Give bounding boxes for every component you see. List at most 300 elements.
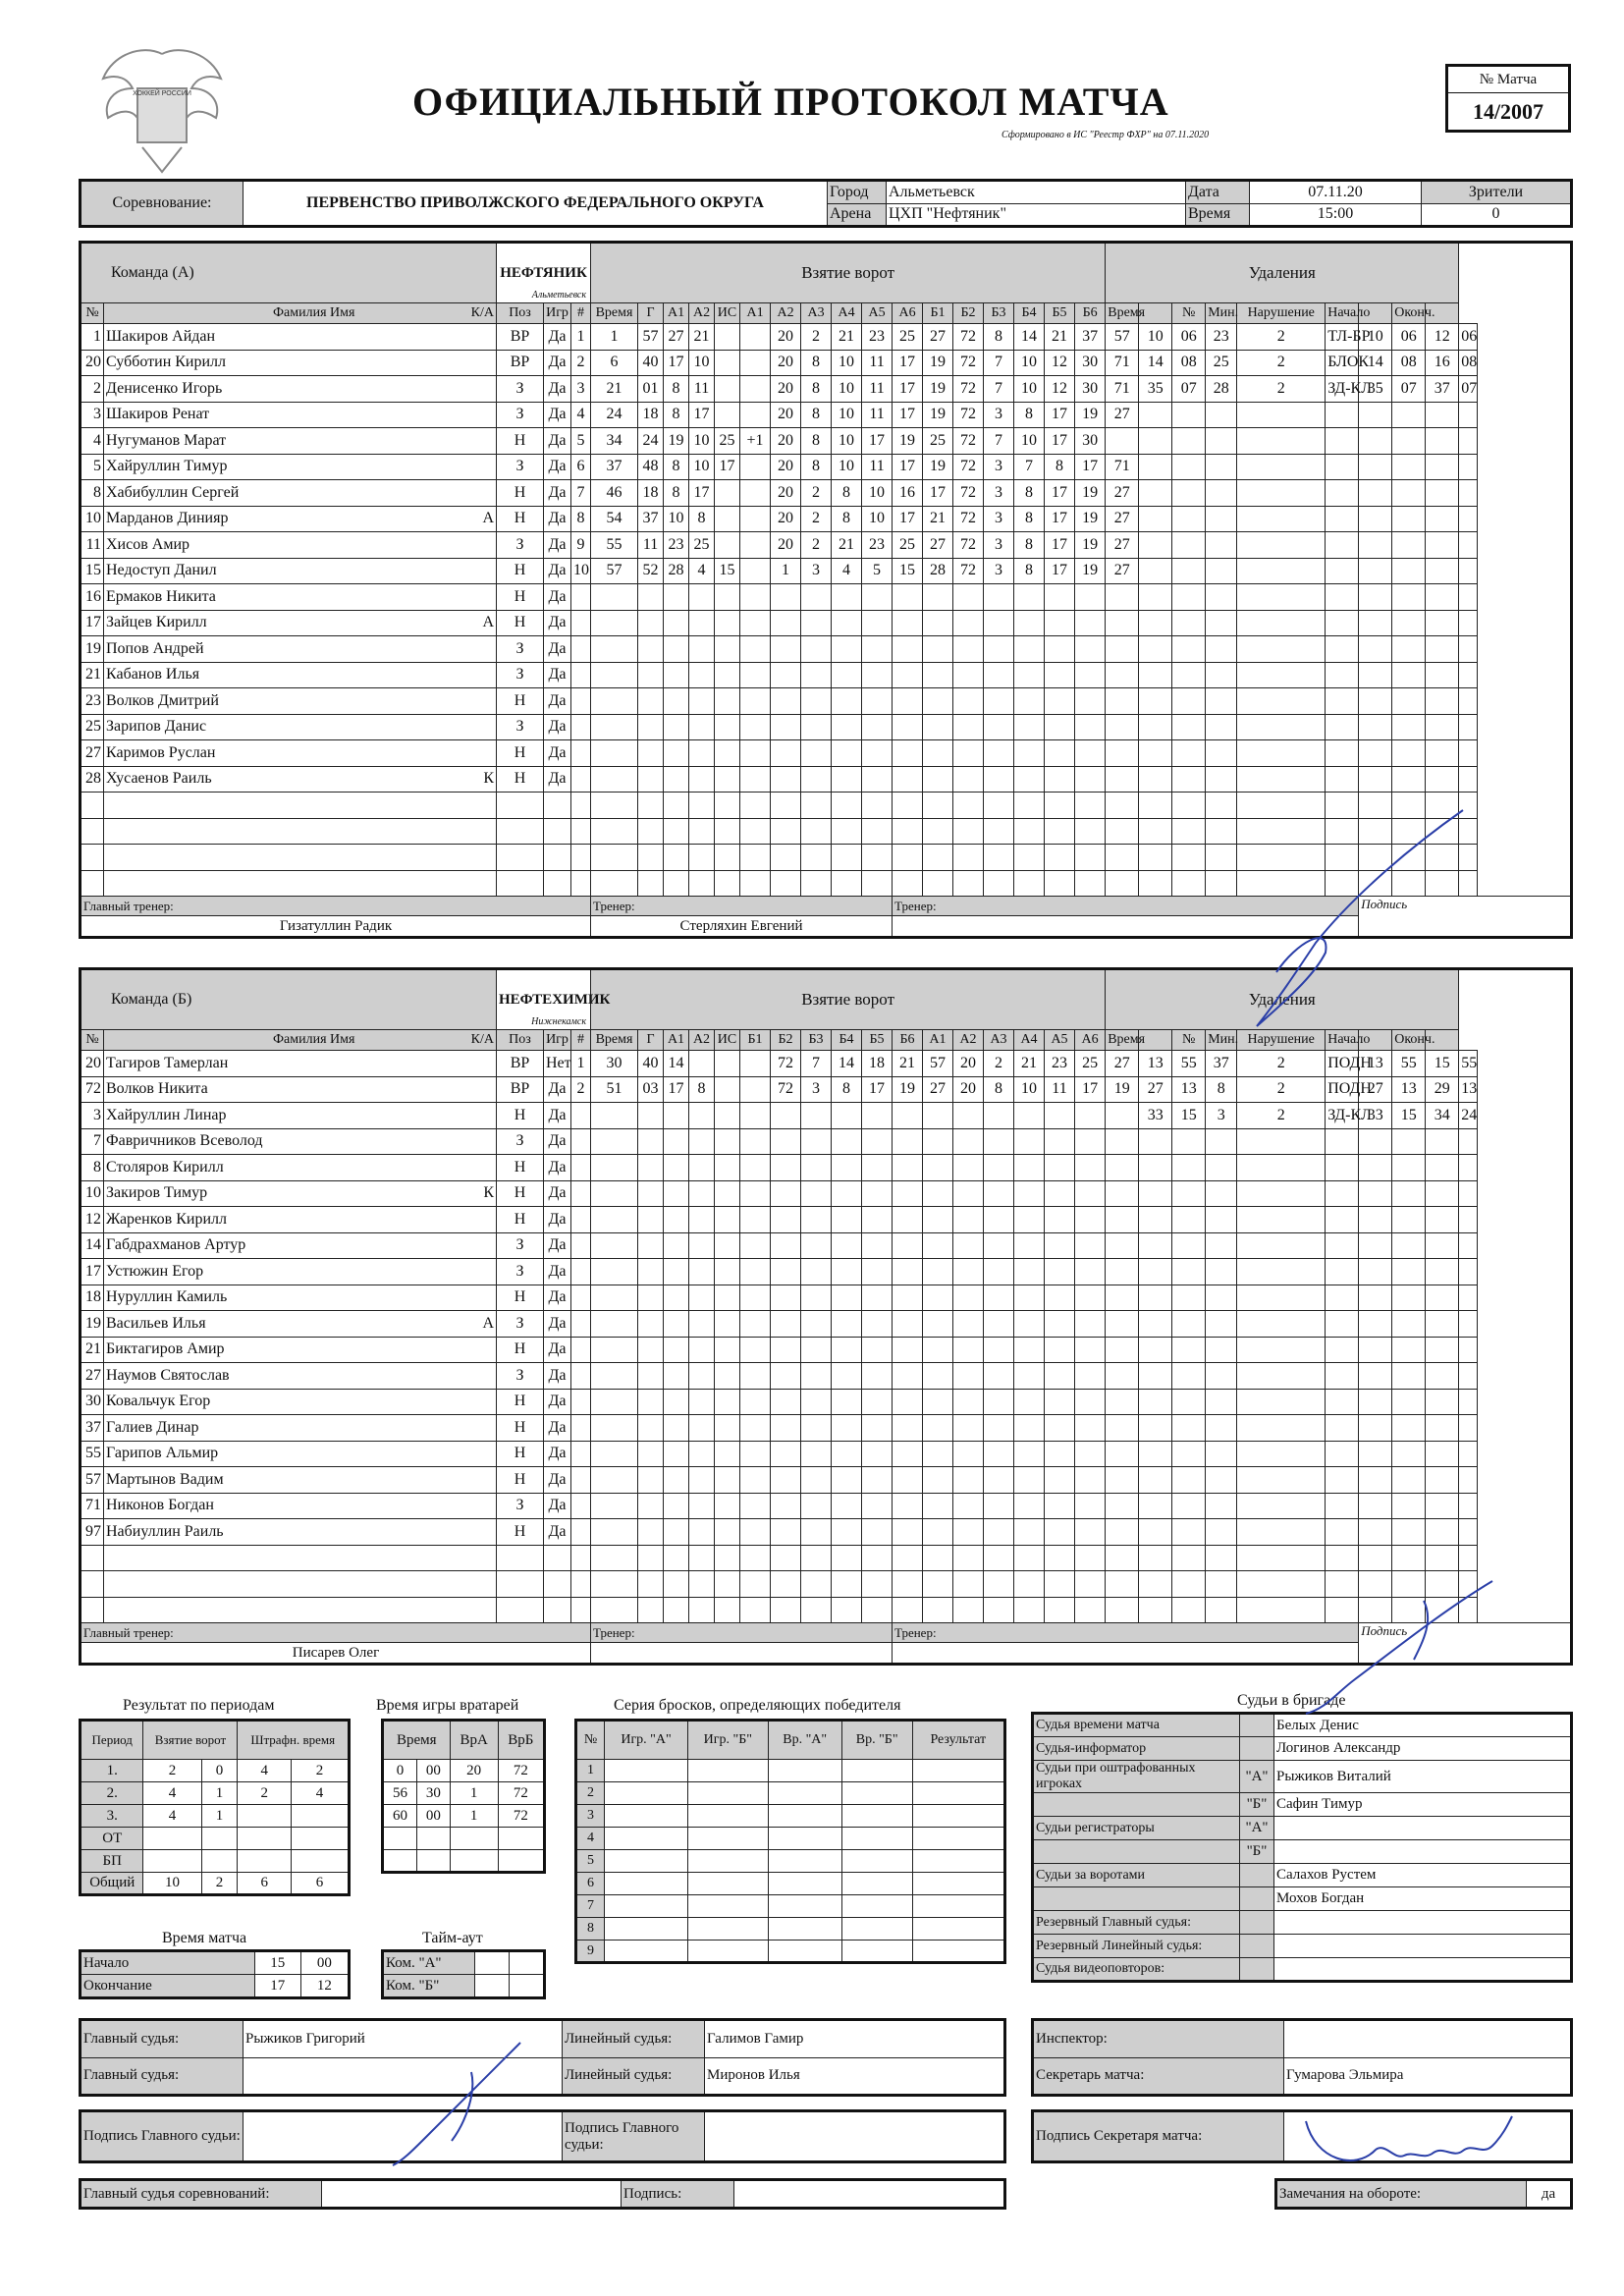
inspector-value — [1284, 2020, 1572, 2058]
goal-cell: 14 — [832, 1051, 862, 1077]
notes-value: да — [1527, 2180, 1572, 2209]
ref-name: Сафин Тимур — [1274, 1793, 1572, 1817]
goal-cell: 71 — [1106, 350, 1139, 376]
gk-cell: 00 — [417, 1760, 450, 1782]
penalty-cell: 35 — [1359, 376, 1392, 403]
shootout-num: 8 — [576, 1918, 605, 1941]
player-played: Да — [544, 1128, 571, 1155]
col-ka: К/А — [470, 1032, 494, 1047]
player-played: Да — [544, 1363, 571, 1390]
ref-role: Резервный Главный судья: — [1033, 1911, 1240, 1935]
goal-cell: 10 — [832, 454, 862, 480]
goal-cell — [715, 506, 740, 532]
line-ref-label-2: Линейный судья: — [563, 2057, 705, 2096]
goal-cell: 24 — [638, 428, 664, 455]
goal-cell — [740, 350, 771, 376]
periods-table — [79, 1719, 351, 1896]
period-cell: 2 — [201, 1873, 238, 1895]
player-number: 1 — [81, 324, 104, 351]
player-name-cell — [104, 1519, 497, 1546]
goal-cell: 18 — [862, 1051, 893, 1077]
penalty-cell: 07 — [1172, 376, 1206, 403]
period-cell — [143, 1828, 201, 1850]
col-g: Г — [638, 303, 664, 324]
shootout-table — [574, 1719, 1006, 1964]
player-name: Ермаков Никита — [106, 587, 216, 605]
goal-cell — [715, 324, 740, 351]
team-city: Нижнекамск — [531, 1016, 586, 1027]
penalty-cell: 2 — [1237, 1103, 1326, 1129]
goal-cell: 1 — [571, 1051, 591, 1077]
period-cell: 6 — [292, 1873, 350, 1895]
goal-cell: 8 — [984, 324, 1014, 351]
double-eagle-icon — [83, 34, 241, 182]
goal-cell: 55 — [591, 532, 638, 559]
ref-role: Судьи при оштрафованных игроках — [1033, 1761, 1240, 1793]
player-name-cell — [104, 1493, 497, 1519]
penalty-cell: 13 — [1392, 1076, 1426, 1103]
goal-cell: 17 — [689, 402, 715, 428]
period-cell: 6 — [238, 1873, 292, 1895]
col-onice: Б5 — [862, 1030, 893, 1051]
goal-cell: 28 — [923, 558, 953, 584]
player-name-cell — [104, 1232, 497, 1259]
player-played: Да — [544, 350, 571, 376]
goal-cell: 17 — [1045, 558, 1075, 584]
player-played: Да — [544, 324, 571, 351]
goal-cell: 10 — [862, 506, 893, 532]
goal-cell: 14 — [664, 1051, 689, 1077]
penalty-cell: 27 — [1359, 1076, 1392, 1103]
penalty-cell: 2 — [1237, 1076, 1326, 1103]
gk-cell — [417, 1828, 450, 1850]
goal-cell: 15 — [893, 558, 923, 584]
player-played: Да — [544, 688, 571, 715]
player-name: Хусаенов Раиль — [106, 770, 212, 788]
goal-cell: 27 — [1106, 532, 1139, 559]
player-name-cell — [104, 1441, 497, 1467]
goal-cell — [715, 1051, 740, 1077]
goal-cell: 10 — [689, 350, 715, 376]
coach-label-2: Тренер: — [893, 897, 1359, 916]
goal-cell — [740, 1051, 771, 1077]
goal-cell — [689, 1051, 715, 1077]
referees-table — [1031, 1712, 1573, 1983]
goal-cell: 17 — [893, 376, 923, 403]
player-name: Хабибуллин Сергей — [106, 483, 240, 501]
goal-cell: 20 — [771, 376, 801, 403]
competition-label: Соревнование: — [81, 181, 244, 227]
player-name-cell — [104, 402, 497, 428]
goal-cell: 1 — [571, 324, 591, 351]
col-onice: Б1 — [740, 1030, 771, 1051]
coach-1: Стерляхин Евгений — [591, 916, 893, 938]
player-number: 17 — [81, 610, 104, 636]
period-cell: ОТ — [81, 1828, 143, 1850]
player-name: Зайцев Кирилл — [106, 614, 207, 631]
shootout-num: 3 — [576, 1805, 605, 1828]
goal-cell: 57 — [1106, 324, 1139, 351]
player-position: Н — [497, 1285, 544, 1311]
col-name: Фамилия Имя — [273, 305, 355, 320]
goal-cell — [740, 558, 771, 584]
penalty-cell: 06 — [1459, 324, 1478, 351]
player-number: 15 — [81, 558, 104, 584]
goal-cell: 7 — [984, 350, 1014, 376]
penalty-cell: 3 — [1206, 1103, 1237, 1129]
goal-cell: 17 — [1045, 402, 1075, 428]
goal-cell: 1 — [771, 558, 801, 584]
goal-cell: 37 — [591, 454, 638, 480]
player-number: 21 — [81, 662, 104, 688]
gk-cell: 00 — [417, 1805, 450, 1828]
ref-team: "А" — [1240, 1817, 1274, 1840]
player-number: 16 — [81, 584, 104, 611]
goal-cell: 3 — [984, 402, 1014, 428]
shootout-num: 4 — [576, 1828, 605, 1850]
timeout-table — [381, 1949, 546, 1999]
goal-cell: 30 — [591, 1051, 638, 1077]
timeout-b-label: Ком. "Б" — [383, 1975, 475, 1998]
player-name: Денисенко Игорь — [106, 379, 223, 397]
col-a1: А1 — [664, 303, 689, 324]
period-cell: 10 — [143, 1873, 201, 1895]
gk-cell — [417, 1850, 450, 1873]
penalty-cell: 08 — [1459, 350, 1478, 376]
ref-role — [1033, 1840, 1240, 1864]
gk-cell: 1 — [450, 1782, 498, 1805]
player-position: З — [497, 1493, 544, 1519]
goal-cell: 17 — [689, 480, 715, 507]
col-violation: Нарушение — [1237, 1030, 1326, 1051]
penalty-cell: 10 — [1139, 324, 1172, 351]
gk-a-col: ВрА — [450, 1721, 498, 1760]
goal-cell: 19 — [1075, 558, 1106, 584]
period-cell: 1 — [201, 1782, 238, 1805]
gk-cell: 60 — [383, 1805, 417, 1828]
match-start-hour: 15 — [254, 1951, 300, 1975]
player-played: Нет — [544, 1051, 571, 1077]
penalty-cell: 10 — [1359, 324, 1392, 351]
player-played: Да — [544, 1180, 571, 1207]
goal-cell: 18 — [638, 480, 664, 507]
player-played: Да — [544, 1232, 571, 1259]
player-position: Н — [497, 1103, 544, 1129]
col-num: № — [81, 303, 104, 324]
col-onice: Б1 — [923, 303, 953, 324]
signature-main — [79, 2109, 1006, 2163]
goal-cell: 72 — [953, 532, 984, 559]
goal-cell: 8 — [832, 506, 862, 532]
goal-cell: 5 — [862, 558, 893, 584]
secretary-label: Секретарь матча: — [1033, 2057, 1284, 2096]
penalty-cell: 13 — [1172, 1076, 1206, 1103]
penalty-cell: 13 — [1459, 1076, 1478, 1103]
match-end-hour: 17 — [254, 1975, 300, 1998]
referees-title: Судьи в бригаде — [1237, 1692, 1346, 1709]
col-onice: Б2 — [771, 1030, 801, 1051]
goal-cell: 25 — [923, 428, 953, 455]
col-onice: А4 — [1014, 1030, 1045, 1051]
goal-cell: 17 — [893, 506, 923, 532]
player-number: 11 — [81, 532, 104, 559]
period-cell — [292, 1850, 350, 1873]
match-end-label: Окончание — [81, 1975, 255, 1998]
period-col: Период — [81, 1721, 143, 1760]
gk-cell: 72 — [498, 1782, 544, 1805]
player-name: Субботин Кирилл — [106, 354, 227, 371]
goal-cell: 8 — [801, 350, 832, 376]
player-played: Да — [544, 1155, 571, 1181]
goal-cell: 3 — [984, 480, 1014, 507]
shootout-title: Серия бросков, определяющих победителя — [614, 1697, 901, 1714]
col-goal-time: Время — [591, 1030, 638, 1051]
period-cell: 3. — [81, 1805, 143, 1828]
player-position: Н — [497, 1467, 544, 1494]
goal-cell: 8 — [1014, 480, 1045, 507]
main-referees — [79, 2018, 1006, 2097]
col-goal-num: # — [571, 1030, 591, 1051]
player-name: Шакиров Айдан — [106, 327, 216, 345]
spectators-value: 0 — [1422, 203, 1572, 227]
goal-cell: 25 — [893, 324, 923, 351]
goal-cell: 30 — [1075, 350, 1106, 376]
goal-cell: 57 — [923, 1051, 953, 1077]
time-label: Время — [1186, 203, 1250, 227]
player-position: ВР — [497, 1076, 544, 1103]
goal-cell: 21 — [923, 506, 953, 532]
goal-cell: 19 — [1075, 532, 1106, 559]
player-position: З — [497, 1363, 544, 1390]
player-name: Зарипов Данис — [106, 718, 207, 736]
ref-role: Судьи регистраторы — [1033, 1817, 1240, 1840]
goal-cell: 72 — [953, 350, 984, 376]
col-onice: Б2 — [953, 303, 984, 324]
penalty-cell: 13 — [1359, 1051, 1392, 1077]
col-onice: А6 — [1075, 1030, 1106, 1051]
player-number: 72 — [81, 1076, 104, 1103]
player-number: 14 — [81, 1232, 104, 1259]
player-name-cell — [104, 636, 497, 663]
player-name-cell — [104, 1207, 497, 1233]
player-number: 7 — [81, 1128, 104, 1155]
goal-cell: 19 — [893, 428, 923, 455]
ref-role: Судья-информатор — [1033, 1737, 1240, 1761]
goal-cell: 10 — [689, 428, 715, 455]
ref-name: Белых Денис — [1274, 1714, 1572, 1737]
period-cell — [292, 1828, 350, 1850]
shootout-num: 1 — [576, 1760, 605, 1782]
coach-label-1: Тренер: — [591, 897, 893, 916]
goal-cell: 8 — [1045, 454, 1075, 480]
goal-cell: 2 — [984, 1051, 1014, 1077]
player-role: К — [483, 1184, 494, 1202]
goalie-time-title: Время игры вратарей — [376, 1697, 519, 1714]
goal-cell: 27 — [1106, 402, 1139, 428]
penalty-cell: 07 — [1392, 376, 1426, 403]
goal-cell: 2 — [571, 1076, 591, 1103]
goal-cell: 30 — [1075, 376, 1106, 403]
goal-cell: 72 — [953, 428, 984, 455]
goal-cell: 7 — [801, 1051, 832, 1077]
col-pen-start: Начало — [1326, 303, 1359, 324]
city-value: Альметьевск — [887, 181, 1186, 204]
penalty-cell: 16 — [1426, 350, 1459, 376]
player-name-cell — [104, 766, 497, 793]
goal-cell: 2 — [571, 350, 591, 376]
goal-cell: 7 — [984, 428, 1014, 455]
goal-cell: 19 — [893, 1076, 923, 1103]
gk-cell: 0 — [383, 1760, 417, 1782]
col-pen-end: Оконч. — [1392, 1030, 1426, 1051]
player-number: 27 — [81, 1363, 104, 1390]
goal-cell: 10 — [1014, 428, 1045, 455]
player-position: З — [497, 1232, 544, 1259]
goal-cell: 40 — [638, 350, 664, 376]
player-played: Да — [544, 1467, 571, 1494]
goal-cell: 10 — [832, 402, 862, 428]
player-name: Хайруллин Тимур — [106, 458, 228, 475]
player-role: А — [482, 614, 495, 631]
goal-cell: 8 — [689, 1076, 715, 1103]
col-onice: Б4 — [1014, 303, 1045, 324]
goal-cell: 4 — [571, 402, 591, 428]
goal-cell: 20 — [953, 1051, 984, 1077]
line-ref-2: Миронов Илья — [705, 2057, 1005, 2096]
goal-cell — [740, 324, 771, 351]
goal-cell: 27 — [923, 1076, 953, 1103]
goal-cell: 10 — [832, 350, 862, 376]
penalty-cell: 14 — [1139, 350, 1172, 376]
goal-cell — [740, 506, 771, 532]
goal-cell: 2 — [801, 506, 832, 532]
shootout-num: 5 — [576, 1850, 605, 1873]
ref-name — [1274, 1911, 1572, 1935]
goal-cell: 21 — [689, 324, 715, 351]
goal-cell: 3 — [984, 532, 1014, 559]
player-number: 2 — [81, 376, 104, 403]
goal-cell: 20 — [771, 350, 801, 376]
head-coach-label: Главный тренер: — [81, 897, 591, 916]
ref-name: Мохов Богдан — [1274, 1887, 1572, 1911]
goal-cell: 11 — [862, 454, 893, 480]
team-label: Команда (А) — [81, 243, 497, 303]
signature-4 — [1296, 2102, 1542, 2190]
goal-cell — [715, 350, 740, 376]
goal-cell: 57 — [591, 558, 638, 584]
player-played: Да — [544, 402, 571, 428]
penalty-cell: 8 — [1206, 1076, 1237, 1103]
col-pen-time: Время — [1106, 1030, 1139, 1051]
ref-role: Судьи за воротами — [1033, 1864, 1240, 1887]
player-name-cell — [104, 1389, 497, 1415]
city-label: Город — [828, 181, 887, 204]
ref-name — [1274, 1817, 1572, 1840]
period-cell — [143, 1850, 201, 1873]
ref-team — [1240, 1887, 1274, 1911]
penalty-cell: 06 — [1172, 324, 1206, 351]
player-name: Закиров Тимур — [106, 1184, 208, 1202]
goal-cell — [740, 402, 771, 428]
goal-cell: 17 — [1045, 532, 1075, 559]
shootout-col: Игр. "Б" — [687, 1721, 768, 1760]
shootout-num: 9 — [576, 1941, 605, 1963]
ref-team — [1240, 1958, 1274, 1982]
goal-cell: 6 — [591, 350, 638, 376]
goal-cell: 24 — [591, 402, 638, 428]
period-cell: 4 — [143, 1805, 201, 1828]
col-pos: Поз — [497, 303, 544, 324]
goal-cell: 54 — [591, 506, 638, 532]
ref-role: Судья видеоповторов: — [1033, 1958, 1240, 1982]
match-info — [79, 179, 1573, 228]
player-played: Да — [544, 1441, 571, 1467]
col-is: ИС — [715, 1030, 740, 1051]
goal-cell: 17 — [664, 350, 689, 376]
goal-cell: 20 — [771, 532, 801, 559]
goal-cell: 72 — [771, 1051, 801, 1077]
period-cell: Общий — [81, 1873, 143, 1895]
player-name-cell — [104, 506, 497, 532]
goal-cell: 3 — [571, 376, 591, 403]
player-played: Да — [544, 506, 571, 532]
player-number: 5 — [81, 454, 104, 480]
player-name-cell — [104, 1128, 497, 1155]
col-onice: Б3 — [984, 303, 1014, 324]
player-name: Попов Андрей — [106, 639, 204, 657]
player-position: Н — [497, 1207, 544, 1233]
col-violation: Нарушение — [1237, 303, 1326, 324]
goals-header: Взятие ворот — [591, 969, 1106, 1030]
goal-cell: 71 — [1106, 376, 1139, 403]
shootout-col: Игр. "А" — [605, 1721, 688, 1760]
goal-cell: 7 — [984, 376, 1014, 403]
penalty-cell: ЗД-КЛ — [1326, 376, 1359, 403]
goal-cell: +1 — [740, 428, 771, 455]
player-name: Устюжин Егор — [106, 1262, 204, 1280]
player-number: 71 — [81, 1493, 104, 1519]
player-position: Н — [497, 480, 544, 507]
player-number: 17 — [81, 1259, 104, 1285]
player-number: 57 — [81, 1467, 104, 1494]
goal-cell: 4 — [689, 558, 715, 584]
goal-cell: 8 — [664, 402, 689, 428]
shootout-col: № — [576, 1721, 605, 1760]
goal-cell: 3 — [984, 558, 1014, 584]
player-number: 8 — [81, 1155, 104, 1181]
penalty-cell: БЛОК — [1326, 350, 1359, 376]
match-start-label: Начало — [81, 1951, 255, 1975]
player-played: Да — [544, 584, 571, 611]
goal-cell: 17 — [862, 1076, 893, 1103]
penalty-cell: 33 — [1359, 1103, 1392, 1129]
player-position: З — [497, 402, 544, 428]
player-name-cell — [104, 1467, 497, 1494]
player-name-cell — [104, 1103, 497, 1129]
penalty-cell: 37 — [1206, 1051, 1237, 1077]
ref-name: Рыжиков Виталий — [1274, 1761, 1572, 1793]
penalty-cell: 29 — [1426, 1076, 1459, 1103]
goal-cell: 25 — [1075, 1051, 1106, 1077]
player-played: Да — [544, 714, 571, 740]
player-played: Да — [544, 1389, 571, 1415]
player-position: Н — [497, 1415, 544, 1442]
player-name-cell — [104, 1180, 497, 1207]
player-position: Н — [497, 1155, 544, 1181]
col-name-ka — [104, 1030, 497, 1051]
player-played: Да — [544, 1519, 571, 1546]
col-onice: А3 — [801, 303, 832, 324]
